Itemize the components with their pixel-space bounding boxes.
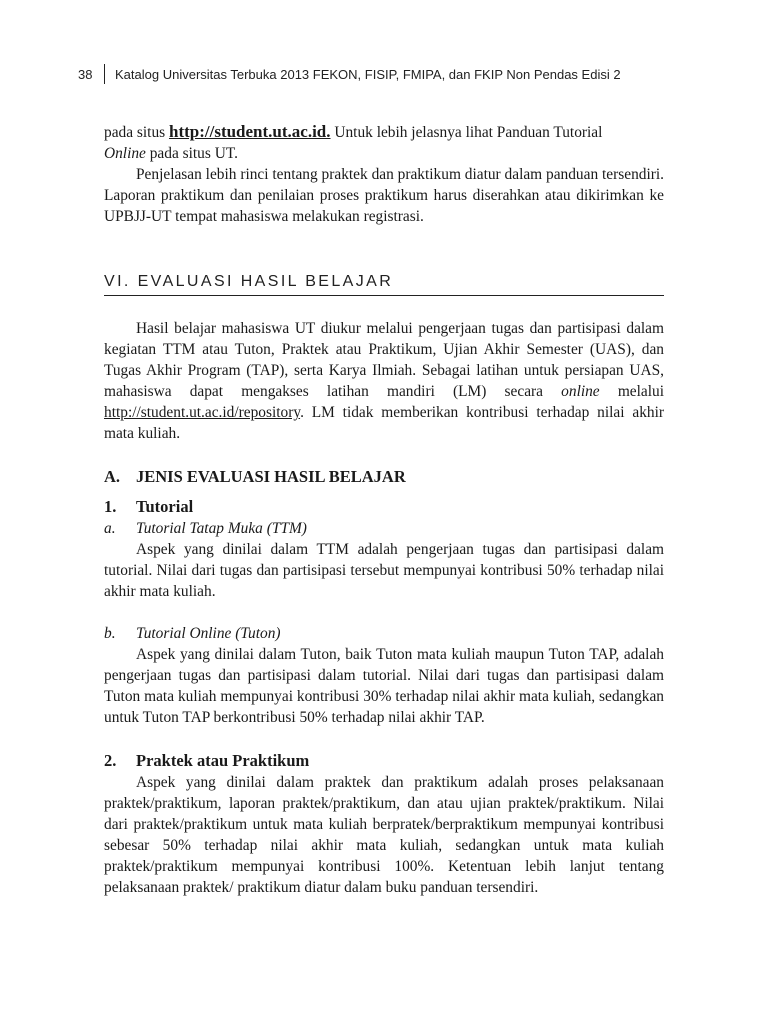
item-number: 1. [104, 497, 117, 516]
student-portal-link[interactable]: http://student.ut.ac.id. [168, 122, 331, 141]
subitem-letter: b. [104, 625, 116, 642]
intro-paragraph-1 [104, 121, 664, 164]
repository-link[interactable]: http://student.ut.ac.id/repository [104, 404, 301, 421]
section-text: Hasil belajar mahasiswa UT diukur melalui pengerjaan tugas dan partisipasi dalam kegiatan TTM atau Tuton, Praktek atau Praktikum, Ujian Akhir Semester (UAS), dan Tugas Akhir Program (TAP), serta Karya Ilmiah. Sebagai latihan untuk persiapan UAS, mahasiswa dapat mengakses latihan mandiri (LM) secara [104, 320, 664, 400]
page-content [104, 121, 664, 898]
ttm-paragraph: Aspek yang dinilai dalam TTM adalah pengerjaan tugas dan partisipasi dalam tutorial. Nilai dari tugas dan partisipasi tersebut mempunyai kontribusi 50% terhadap nilai akhir mata kuliah. [104, 541, 664, 600]
running-title: Katalog Universitas Terbuka 2013 FEKON, FISIP, FMIPA, dan FKIP Non Pendas Edisi 2 [115, 66, 621, 82]
page-header [78, 62, 728, 86]
subitem-letter: a. [104, 520, 116, 537]
header-divider [104, 64, 105, 84]
intro-text: pada situs UT. [145, 145, 238, 162]
intro-text: Untuk lebih jelasnya lihat Panduan Tutorial [330, 124, 603, 141]
item-title: Tutorial [136, 497, 194, 516]
section-text: . LM tidak memberikan kontribusi terhadap nilai akhir mata kuliah. [104, 404, 664, 442]
subsection-number: A. [104, 467, 121, 486]
subitem-heading-tuton [104, 623, 664, 644]
intro-text: pada situs [104, 124, 169, 141]
tuton-paragraph: Aspek yang dinilai dalam Tuton, baik Tuton mata kuliah maupun Tuton TAP, adalah pengerjaan tugas dan partisipasi dalam tutorial. Nilai dari tugas dan partisipasi dalam Tuton mata kuliah mempunyai kontribusi 30% terhadap nilai akhir mata kuliah, sedangkan untuk Tuton TAP berkontribusi 50% terhadap nilai akhir TAP. [104, 646, 664, 726]
subsection-heading [104, 466, 664, 488]
item-heading-praktek [104, 750, 664, 772]
section-text: melalui [599, 383, 664, 400]
item-title: Praktek atau Praktikum [136, 751, 310, 770]
section-italic: online [561, 383, 600, 400]
intro-italic: Online [104, 145, 146, 162]
item-number: 2. [104, 751, 117, 770]
subitem-heading-ttm [104, 518, 664, 539]
intro-paragraph-2: Penjelasan lebih rinci tentang praktek dan praktikum diatur dalam panduan tersendiri. Laporan praktikum dan penilaian proses praktikum harus diserahkan atau dikirimkan ke UPBJJ-UT tempat mahasiswa melakukan registrasi. [104, 166, 664, 225]
page-number: 38 [78, 66, 93, 82]
subsection-title: JENIS EVALUASI HASIL BELAJAR [136, 467, 406, 486]
item-heading-tutorial [104, 496, 664, 518]
section-heading: VI. EVALUASI HASIL BELAJAR [104, 273, 664, 296]
subitem-title: Tutorial Tatap Muka (TTM) [136, 520, 307, 537]
praktek-paragraph: Aspek yang dinilai dalam praktek dan praktikum adalah proses pelaksanaan praktek/praktikum, laporan praktek/praktikum, dan atau ujian praktek/praktikum. Nilai dari praktek/praktikum untuk mata kuliah berpratek/berpraktikum mempunyai kontribusi sebesar 50% terhadap nilai akhir mata kuliah, sedangkan untuk mata kuliah praktek/praktikum mempunyai kontribusi 100%. Ketentuan lebih lanjut tentang pelaksanaan praktek/ praktikum diatur dalam buku panduan tersendiri. [104, 774, 664, 896]
section-paragraph [104, 318, 664, 444]
subitem-title: Tutorial Online (Tuton) [136, 625, 281, 642]
